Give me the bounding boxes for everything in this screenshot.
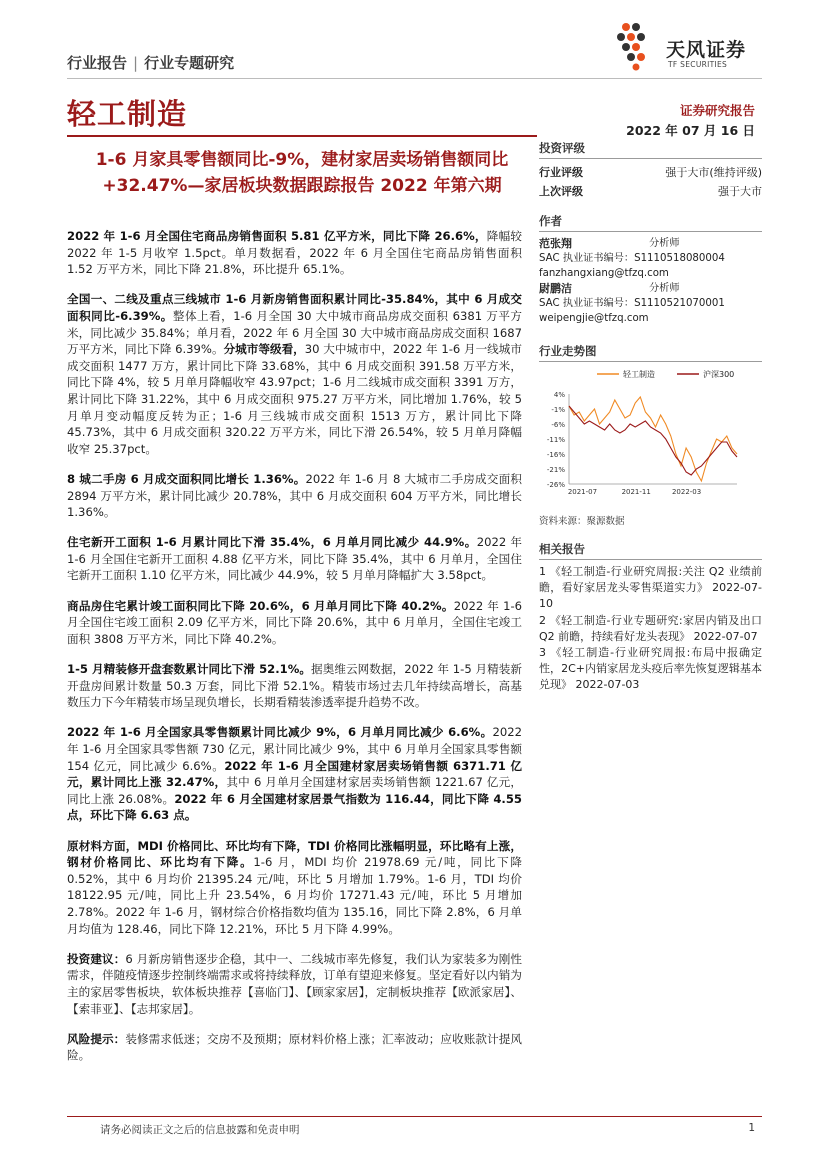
paragraph-text: 装修需求低迷；交房不及预期；原材料价格上涨；汇率波动；应收账款计提风险。 <box>67 1031 522 1063</box>
report-title: 1-6 月家具零售额同比-9%，建材家居卖场销售额同比+32.47%—家居板块数据跟踪报告 2022 年第六期 <box>95 150 509 196</box>
trend-heading: 行业走势图 <box>539 343 762 362</box>
rating-value: 强于大市(维持评级) <box>665 166 762 179</box>
paragraph-lead: 住宅新开工面积 1-6 月累计同比下滑 35.4%，6 月单月同比减少 44.9%。 <box>67 535 477 550</box>
authors-heading: 作者 <box>539 213 762 232</box>
author-row <box>539 281 762 296</box>
paragraph-text: 2022 年 1-6 月 8 大城市二手房成交面积 2894 万平方米，累计同比减少 20.78%，其中 6 月成交面积 604 万平方米，同比增长 1.36%。 <box>67 471 522 520</box>
paragraph-lead: 风险提示： <box>67 1031 126 1046</box>
related-item[interactable] <box>539 645 762 694</box>
paragraph-lead: 全国一、二线及重点三线城市 1-6 月新房销售面积累计同比-35.84%，其中 6 月成交面积同比-6.39%。 <box>67 292 522 323</box>
legend-label: 沪深300 <box>703 370 735 379</box>
paragraph-lead: 2022 年 1-6 月全国建材家居卖场销售额 6371.71 亿元，累计同比上涨 32.47%， <box>67 758 522 790</box>
chart-source: 资料来源：聚源数据 <box>539 516 625 527</box>
related-num: 3 <box>539 646 546 660</box>
rating-label: 上次评级 <box>539 185 583 198</box>
paragraph-lead: 投资建议： <box>67 951 126 966</box>
paragraph-text: 据奥维云网数据，2022 年 1-5 月精装新开盘房间累计数量 50.3 万套，同比下滑 52.1%。精装市场过去几年持续高增长，高基数压力下今年精装市场呈现负增长，长期看精装渗透率提升趋势不改。 <box>67 662 523 710</box>
report-date: 2022 年 07 月 16 日 <box>626 123 755 138</box>
related-num: 2 <box>539 613 546 627</box>
author-email[interactable]: weipengjie@tfzq.com <box>539 313 649 324</box>
y-tick-label: -6% <box>551 421 565 429</box>
paragraph-text: 1-6 月，MDI 均价 21978.69 元/吨，同比下降 0.52%，其中 6 月均价 21395.24 元/吨，环比 5 月增加 1.79%。1-6 月，TDI 均价 18122.95 元/吨，同比上升 23.54%，6 月均价 17271.43 元/吨，环比 5 月增加 2.78%。2022 年 1-6 月，钢材综合价格指数均值为 135.16，同比下降 2.8%，6 月单月均值为 128.46，同比下降 12.21%，环比 5 月下降 4.99%。 <box>67 855 522 936</box>
author-cert: SAC 执业证书编号：S1110518080004 <box>539 253 725 264</box>
y-tick-label: -16% <box>546 451 565 459</box>
related-date: 2022-07-07 <box>693 629 758 643</box>
legend-label: 轻工制造 <box>623 370 655 379</box>
related-num: 1 <box>539 565 546 578</box>
authors-section <box>539 213 762 326</box>
series-line <box>569 406 737 475</box>
paragraph-text: 整体上看，1-6 月全国 30 大中城市商品房成交面积 6381 万平方米，同比减少 35.84%；单月看，2022 年 6 月全国 30 大中城市商品房成交面积 1687 万平方米，同比下降 6.39%。 <box>67 308 522 357</box>
author-cert: SAC 执业证书编号：S1110521070001 <box>539 298 725 309</box>
related-title: 《轻工制造-行业研究周报:布局中报确定性，2C+内销家居龙头疫后率先恢复逻辑基本兑现》 <box>539 646 762 692</box>
paragraph-lead: 原材料方面，MDI 价格同比、环比均有下降，TDI 价格同比涨幅明显，环比略有上涨，钢材价格同比、环比均有下降。 <box>67 838 522 870</box>
rating-row <box>539 163 762 182</box>
series-line <box>569 397 737 481</box>
paragraph-text: 30 大中城市中，2022 年 1-6 月一线城市成交面积 1477 万方，累计同比下降 33.68%，其中 6 月成交面积 391.58 万平方米，同比下降 4%，较 5 月单月降幅收窄 43.97pct；1-6 月二线城市成交面积 3391 万方，累计同比下降 31.22%，其中 6 月成交面积 975.27 万平方米，同比增加 1.76%，较 5 月单月变动幅度反转为正；1-6 月三线城市成交面积 1513 万方，累计同比下降 45.73%，其中 6 月成交面积 320.22 万平方米，同比下滑 26.54%，较 5 月单月降幅收窄 25.37pct。 <box>67 342 522 456</box>
report-type: 证券研究报告 <box>679 103 755 118</box>
paragraph <box>67 471 522 521</box>
related-title: 《轻工制造-行业研究周报:关注 Q2 业绩前瞻，看好家居龙头零售渠道实力》 <box>539 565 762 595</box>
x-tick-label: 2021-11 <box>621 488 651 496</box>
rating-section <box>539 140 762 201</box>
paragraph-lead: 2022 年 1-6 月全国住宅商品房销售面积 5.81 亿平方米，同比下降 26.6%， <box>67 229 487 243</box>
author-email[interactable]: fanzhangxiang@tfzq.com <box>539 268 669 279</box>
y-tick-label: -1% <box>551 406 565 414</box>
x-tick-label: 2021-07 <box>567 488 598 496</box>
rating-value: 强于大市 <box>718 185 762 198</box>
author-title: 分析师 <box>649 283 680 294</box>
related-heading: 相关报告 <box>539 541 762 560</box>
related-title: 《轻工制造-行业专题研究:家居内销及出口 Q2 前瞻，持续看好龙头表现》 <box>539 613 762 643</box>
author-row <box>539 236 762 251</box>
paragraph <box>67 1031 522 1064</box>
author-name: 尉鹏洁 <box>539 282 572 295</box>
related-item[interactable] <box>539 564 762 613</box>
category-label: 行业报告 <box>67 54 128 72</box>
brand-name-en: TF SECURITIES <box>668 60 728 69</box>
paragraph-lead: 分城市等级看， <box>223 342 305 357</box>
report-category <box>67 52 234 73</box>
paragraph-text: 2022 年 1-6 月全国住宅新开工面积 4.88 亿平方米，同比下降 35.4%，其中 6 月单月，全国住宅新开工面积 1.10 亿平方米，同比减少 44.9%，较 5 月单月降幅扩大 3.58pct。 <box>67 535 522 583</box>
paragraph-lead: 2022 年 6 月全国建材家居景气指数为 116.44，同比下降 4.55 点，环比下降 6.63 点。 <box>67 791 522 823</box>
footer-divider <box>67 1116 762 1117</box>
paragraph-lead: 8 城二手房 6 月成交面积同比增长 1.36%。 <box>67 471 306 486</box>
category-separator: | <box>133 54 139 72</box>
related-section <box>539 541 762 694</box>
rating-heading: 投资评级 <box>539 140 762 159</box>
paragraph-text: 其中 6 月单月全国建材家居卖场销售额 1221.67 亿元，同比上涨 26.08%。 <box>67 775 523 806</box>
industry-trend-chart <box>539 366 762 496</box>
paragraph <box>67 838 522 938</box>
y-tick-label: -21% <box>546 466 565 474</box>
author-title: 分析师 <box>649 238 680 249</box>
paragraph-text: 2022 年 1-6 月全国住宅竣工面积 2.09 亿平方米，同比下降 20.6%，其中 6 月单月，全国住宅竣工面积 3808 万平方米，同比下降 40.2%。 <box>67 598 523 646</box>
header-divider <box>67 78 762 79</box>
page-number: 1 <box>748 1122 755 1134</box>
paragraph-text: 2022 年 1-6 月全国家具零售额 730 亿元，累计同比减少 9%，其中 6 月单月全国家具零售额 154 亿元，同比减少 6.6%。 <box>67 725 522 773</box>
paragraph-lead: 2022 年 1-6 月全国家具零售额累计同比减少 9%，6 月单月同比减少 6.6%。 <box>67 725 493 740</box>
related-list <box>539 564 762 694</box>
main-body <box>67 228 522 1077</box>
paragraph-lead: 1-5 月精装修开盘套数累计同比下滑 52.1%。 <box>67 662 312 677</box>
footer-disclaimer: 请务必阅读正文之后的信息披露和免责申明 <box>100 1124 300 1136</box>
paragraph <box>67 228 522 278</box>
paragraph-lead: 商品房住宅累计竣工面积同比下降 20.6%，6 月单月同比下降 40.2%。 <box>67 598 454 613</box>
paragraph-text: 降幅较 2022 年 1-5 月收窄 1.5pct。单月数据看，2022 年 6 月全国住宅商品房销售面积 1.52 万平方米，同比下降 21.8%，环比提升 65.1%。 <box>67 229 522 277</box>
paragraph <box>67 291 522 457</box>
author-name: 范张翔 <box>539 237 572 250</box>
paragraph <box>67 951 522 1017</box>
paragraph-text: 6 月新房销售逐步企稳，其中一、二线城市率先修复，我们认为家装多为刚性需求，伴随疫情逐步控制终端需求或将持续释放，订单有望迎来修复。坚定看好以内销为主的家居零售板块，软体板块推荐【喜临门】、【顾家家居】，定制板块推荐【欧派家居】、【索菲亚】、【志邦家居】。 <box>67 951 522 1016</box>
brand-name: 天风证券 <box>666 39 747 61</box>
related-date: 2022-07-10 <box>539 581 763 611</box>
sector-title: 轻工制造 <box>67 97 188 131</box>
rating-label: 行业评级 <box>539 166 583 179</box>
y-tick-label: 4% <box>553 391 565 399</box>
sector-divider <box>67 135 537 137</box>
paragraph <box>67 661 522 711</box>
x-tick-label: 2022-03 <box>671 488 702 496</box>
trend-section <box>539 343 762 366</box>
related-date: 2022-07-03 <box>575 678 640 692</box>
subcategory-label: 行业专题研究 <box>144 54 235 72</box>
y-tick-label: -11% <box>546 436 565 444</box>
paragraph <box>67 598 522 648</box>
paragraph <box>67 724 522 824</box>
related-item[interactable] <box>539 613 762 645</box>
rating-row <box>539 182 762 201</box>
paragraph <box>67 534 522 584</box>
y-tick-label: -26% <box>546 481 565 489</box>
